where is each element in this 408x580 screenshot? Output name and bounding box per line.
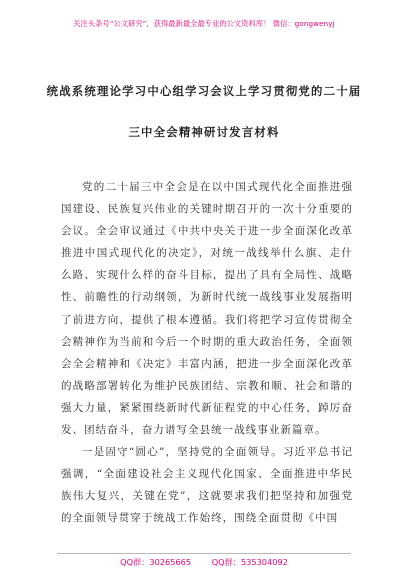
body-paragraph: 一是固守“圆心”，坚持党的全面领导。习近平总书记强调，“全面建设社会主义现代化国家、全面推进中华民族伟大复兴，关键在党”，这就要求我们把坚持和加强党的全面领导贯穿于统战工作始终，围绕全面贯彻《中国	[61, 446, 353, 525]
footer	[0, 557, 408, 568]
document-title-line-2: 三中全会精神研讨发言材料	[128, 125, 280, 139]
header-banner: 关注头条号“公文研究”，获得最新最全最专业的公文资料库！ 微信：gongwenyj	[73, 19, 335, 28]
document-body	[61, 176, 353, 530]
body-paragraph: 党的二十届三中全会是在以中国式现代化全面推进强国建设、民族复兴伟业的关键时期召开的一次十分重要的会议。全会审议通过《中共中央关于进一步全面深化改革推进中国式现代化的决定》，对统一战线举什么旗、走什么路、实现什么样的奋斗目标，提出了具有全局性、战略性、前瞻性的行动纲领，为新时代统一战线事业发展指明了前进方向，提供了根本遵循。我们将把学习宣传贯彻全会精神作为当前和今后一个时期的重大政治任务，全面领会全会精神和《决定》丰富内涵，把进一步全面深化改革的战略部署转化为维护民族团结、宗教和顺、社会和谐的强大力量，紧紧围绕新时代新征程党的中心任务，踔厉奋发、团结奋斗，奋力谱写全县统一战线事业新篇章。	[61, 181, 353, 437]
footer-qq-group-2: QQ群：535304092	[211, 557, 288, 567]
footer-divider	[57, 553, 351, 554]
document-title-line-1: 统战系统理论学习中心组学习会议上学习贯彻党的二十届	[46, 84, 362, 98]
footer-qq-group-1: QQ群：30265665	[120, 557, 192, 567]
